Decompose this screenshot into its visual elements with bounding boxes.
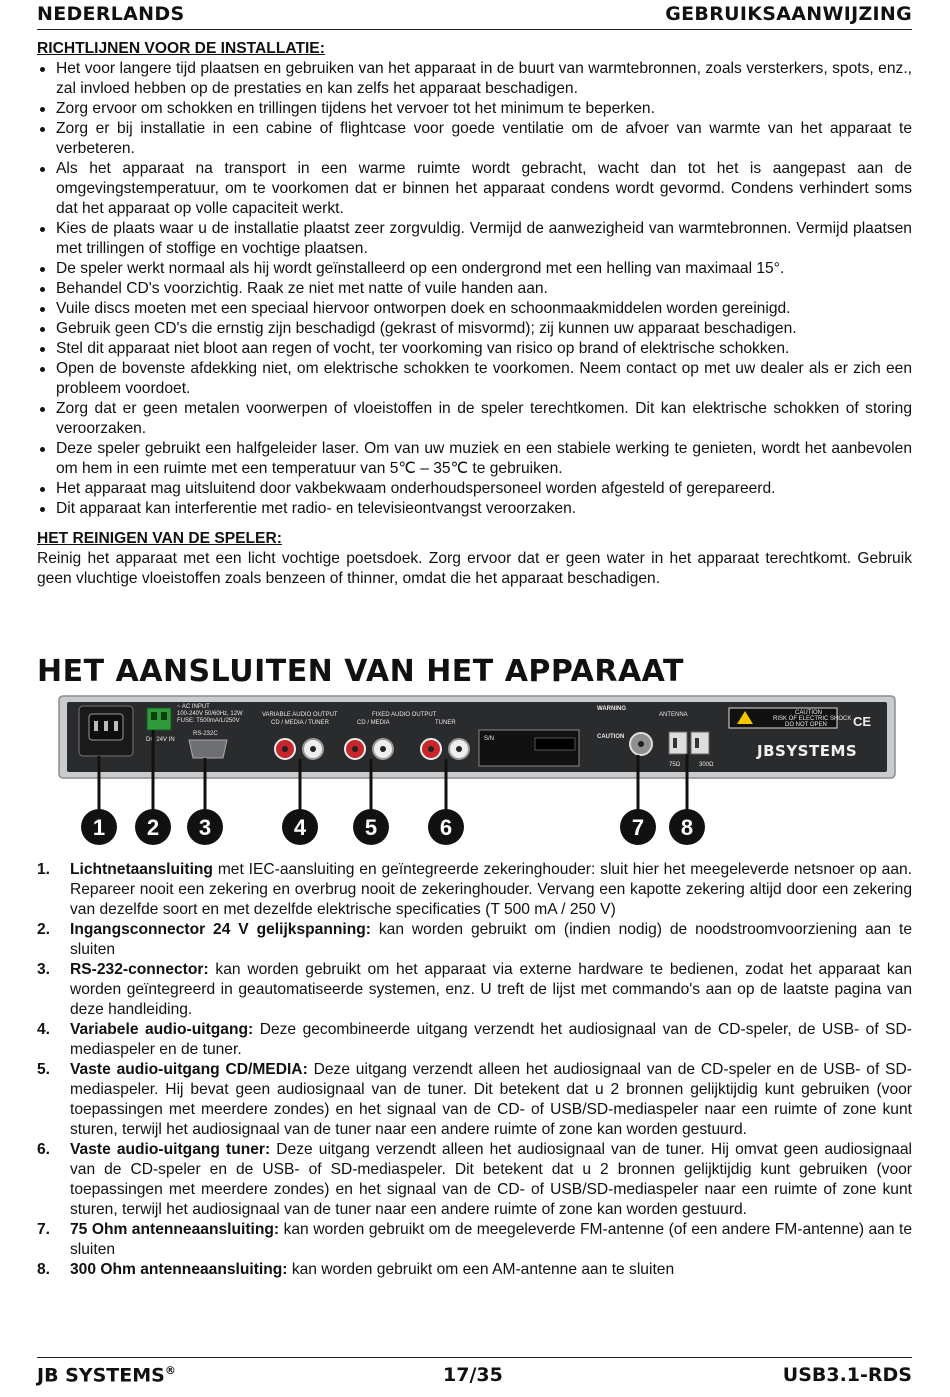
connection-term: Ingangsconnector 24 V gelijkspanning: bbox=[70, 921, 371, 938]
svg-text:WARNING: WARNING bbox=[597, 706, 626, 712]
connection-number: 3. bbox=[37, 961, 51, 978]
connection-description: kan worden gebruikt om een AM-antenne aan te sluiten bbox=[287, 1261, 675, 1278]
installation-item: Gebruik geen CD's die ernstig zijn beschadigd (gekrast of misvormd); zij kunnen uw apparaat beschadigen. bbox=[37, 319, 912, 339]
svg-text:VARIABLE AUDIO OUTPUT: VARIABLE AUDIO OUTPUT bbox=[262, 712, 338, 718]
svg-text:FUSE: T500mA/L/250V: FUSE: T500mA/L/250V bbox=[177, 718, 240, 724]
callout-number: 8 bbox=[680, 815, 694, 840]
svg-text:TUNER: TUNER bbox=[435, 720, 456, 726]
svg-text:CAUTION: CAUTION bbox=[597, 734, 625, 740]
header-doc-type: GEBRUIKSAANWIJZING bbox=[665, 3, 912, 25]
connection-number: 6. bbox=[37, 1141, 51, 1158]
connection-number: 5. bbox=[37, 1061, 51, 1078]
connection-number: 2. bbox=[37, 921, 51, 938]
callout-number: 1 bbox=[92, 815, 106, 840]
connection-term: Vaste audio-uitgang CD/MEDIA: bbox=[70, 1061, 308, 1078]
installation-item: Het apparaat mag uitsluitend door vakbekwaam onderhoudspersoneel worden afgesteld of gerepareerd. bbox=[37, 479, 912, 499]
page-header bbox=[37, 3, 912, 30]
svg-text:100-240V 50/60Hz, 12W: 100-240V 50/60Hz, 12W bbox=[177, 711, 243, 717]
installation-item: Zorg dat er geen metalen voorwerpen of vloeistoffen in de speler terechtkomen. Dit kan elektrische schokken of storing veroorzaken. bbox=[37, 399, 912, 439]
installation-item: Het voor langere tijd plaatsen en gebruiken van het apparaat in de buurt van warmtebronnen, zoals versterkers, spots, enz., zal invloed hebben op de prestaties en kan zelfs het apparaat beschadigen. bbox=[37, 59, 912, 99]
installation-item: Zorg er bij installatie in een cabine of flightcase voor goede ventilatie om de afvoer van warmte van het apparaat te verbeteren. bbox=[37, 119, 912, 159]
connection-item bbox=[37, 1220, 912, 1260]
connection-description: kan worden gebruikt om het apparaat via externe hardware te bedienen, zodat het apparaat kan worden geïntegreerd in geautomatiseerde systemen, enz. U treft de lijst met commando's aan op de laatste pagina van deze handleiding. bbox=[70, 961, 912, 1018]
svg-text:ANTENNA: ANTENNA bbox=[659, 712, 688, 718]
connection-item bbox=[37, 860, 912, 920]
brand-logo: JBSYSTEMS bbox=[757, 742, 858, 760]
connection-item bbox=[37, 920, 912, 960]
connection-term: Lichtnetaansluiting bbox=[70, 861, 213, 878]
cleaning-title: HET REINIGEN VAN DE SPELER: bbox=[37, 530, 282, 547]
svg-text:CAUTION: CAUTION bbox=[795, 710, 822, 716]
connection-item bbox=[37, 960, 912, 1020]
installation-item: Dit apparaat kan interferentie met radio- en televisieontvangst veroorzaken. bbox=[37, 499, 912, 519]
installation-item: Vuile discs moeten met een speciaal hiervoor ontworpen doek en schoonmaakmiddelen worden gereinigd. bbox=[37, 299, 912, 319]
connection-number: 8. bbox=[37, 1261, 51, 1278]
connection-description: met IEC-aansluiting en geïntegreerde zekeringhouder: sluit hier het meegeleverde netsnoer op aan. Repareer nooit een zekering en overbrug nooit de zekeringhouder. Vervang een kapotte zekering altijd door een zekering van dezelfde soort en met dezelfde elektrische specificaties (T 500 mA / 250 V) bbox=[70, 861, 912, 918]
installation-item: Kies de plaats waar u de installatie plaatst zeer zorgvuldig. Vermijd de aanwezigheid van warmtebronnen. Vermijd plaatsen met trillingen of stoffige en vochtige plaatsen. bbox=[37, 219, 912, 259]
callout-number: 6 bbox=[439, 815, 453, 840]
callout-number: 7 bbox=[631, 815, 645, 840]
connection-term: 300 Ohm antenneaansluiting: bbox=[70, 1261, 288, 1278]
svg-text:75Ω: 75Ω bbox=[669, 762, 681, 768]
connection-item bbox=[37, 1260, 912, 1280]
svg-text:CE: CE bbox=[853, 714, 872, 729]
connection-term: RS-232-connector: bbox=[70, 961, 209, 978]
connection-item bbox=[37, 1140, 912, 1220]
svg-text:RISK OF ELECTRIC SHOCK: RISK OF ELECTRIC SHOCK bbox=[773, 716, 852, 722]
footer-brand: JB SYSTEMS® bbox=[37, 1364, 176, 1387]
callout-number: 3 bbox=[198, 815, 212, 840]
installation-item: Als het apparaat na transport in een warme ruimte wordt gebracht, wacht dan tot het is aangepast aan de omgevingstemperatuur, om te voorkomen dat er binnen het apparaat condens wordt gevormd. Condens verhindert soms dat het apparaat op volle capaciteit werkt. bbox=[37, 159, 912, 219]
svg-text:~ AC INPUT: ~ AC INPUT bbox=[177, 704, 210, 710]
page-footer bbox=[37, 1357, 912, 1392]
connection-term: Variabele audio-uitgang: bbox=[70, 1021, 254, 1038]
connection-description: Deze gecombineerde uitgang verzendt het audiosignaal van de CD-speler, de USB- of SD-mediaspeler en de tuner. bbox=[70, 1021, 913, 1058]
svg-text:S/N: S/N bbox=[484, 736, 495, 742]
connection-number: 1. bbox=[37, 861, 51, 878]
callout-number: 5 bbox=[364, 815, 378, 840]
callout-number: 2 bbox=[146, 815, 160, 840]
callout-number: 4 bbox=[293, 815, 307, 840]
installation-item: Deze speler gebruikt een halfgeleider laser. Om van uw muziek en een stabiele werking te genieten, wordt het aanbevolen om hem in een ruimte met een temperatuur van 5℃ – 35℃ te gebruiken. bbox=[37, 439, 912, 479]
svg-text:RS-232C: RS-232C bbox=[193, 731, 218, 737]
installation-item: Stel dit apparaat niet bloot aan regen of vocht, ter voorkoming van risico op brand of elektrische schokken. bbox=[37, 339, 912, 359]
svg-text:DO NOT OPEN: DO NOT OPEN bbox=[785, 722, 827, 728]
svg-text:DC 24V IN: DC 24V IN bbox=[146, 737, 175, 743]
header-language: NEDERLANDS bbox=[37, 3, 185, 25]
installation-item: Behandel CD's voorzichtig. Raak ze niet met natte of vuile handen aan. bbox=[37, 279, 912, 299]
connection-term: Vaste audio-uitgang tuner: bbox=[70, 1141, 271, 1158]
installation-section bbox=[37, 39, 912, 589]
rs232-port bbox=[189, 740, 227, 758]
svg-text:CD / MEDIA: CD / MEDIA bbox=[357, 720, 390, 726]
connection-description: kan worden gebruikt om (indien nodig) de noodstroomvoorziening aan te sluiten bbox=[70, 921, 912, 958]
connection-term: 75 Ohm antenneaansluiting: bbox=[70, 1221, 280, 1238]
connection-description: kan worden gebruikt om de meegeleverde FM-antenne (of een andere FM-antenne) aan te sluiten bbox=[70, 1221, 912, 1258]
rear-panel-image bbox=[57, 694, 897, 854]
installation-item: Open de bovenste afdekking niet, om elektrische schokken te voorkomen. Neem contact op met uw dealer als er zich een probleem voordoet. bbox=[37, 359, 912, 399]
svg-text:CD / MEDIA / TUNER: CD / MEDIA / TUNER bbox=[271, 720, 329, 726]
connections-section bbox=[37, 860, 912, 1280]
footer-model: USB3.1-RDS bbox=[782, 1364, 912, 1386]
rear-panel-svg bbox=[57, 694, 897, 854]
connection-item bbox=[37, 1060, 912, 1140]
dc-terminal bbox=[147, 708, 171, 730]
installation-item: Zorg ervoor om schokken en trillingen tijdens het vervoer tot het minimum te beperken. bbox=[37, 99, 912, 119]
connections-list bbox=[37, 860, 912, 1280]
page-number: 17/35 bbox=[443, 1364, 503, 1386]
svg-text:300Ω: 300Ω bbox=[699, 762, 714, 768]
installation-title: RICHTLIJNEN VOOR DE INSTALLATIE: bbox=[37, 40, 325, 57]
svg-text:FIXED AUDIO OUTPUT: FIXED AUDIO OUTPUT bbox=[372, 712, 437, 718]
installation-list bbox=[37, 59, 912, 519]
installation-item: De speler werkt normaal als hij wordt geïnstalleerd op een ondergrond met een helling van maximaal 15°. bbox=[37, 259, 912, 279]
connection-item bbox=[37, 1020, 912, 1060]
connection-description: Deze uitgang verzendt alleen het audiosignaal van de tuner. Hij omvat geen audiosignaal van de CD-speler en de USB- of SD-mediaspeler. Dit betekent dat u 2 bronnen gelijktijdig kunt gebruiken (voor toepassingen met meerdere zondes) en het signaal van de CD- of USB/SD-mediaspeler naar een ruimte of zone kunt sturen, terwijl het audiosignaal van de tuner naar een andere ruimte of zone kan worden gestuurd. bbox=[70, 1141, 912, 1218]
connect-title: HET AANSLUITEN VAN HET APPARAAT bbox=[37, 654, 685, 689]
connection-description: Deze uitgang verzendt alleen het audiosignaal van de CD-speler en de USB- of SD-mediaspeler. Hij bevat geen audiosignaal van de tuner. Dit betekent dat u 2 bronnen gelijktijdig kunt gebruiken (voor toepassingen met meerdere zondes) en het signaal van de CD- of USB/SD-mediaspeler naar een ruimte of zone kunt sturen, terwijl het audiosignaal van de tuner naar een andere ruimte of zone kan worden gestuurd. bbox=[70, 1061, 912, 1138]
cleaning-text: Reinig het apparaat met een licht vochtige poetsdoek. Zorg ervoor dat er geen water in het apparaat terechtkomt. Gebruik geen vluchtige vloeistoffen zoals benzeen of thinner, omdat die het apparaat beschadigen. bbox=[37, 550, 912, 587]
connection-number: 4. bbox=[37, 1021, 51, 1038]
connection-number: 7. bbox=[37, 1221, 51, 1238]
